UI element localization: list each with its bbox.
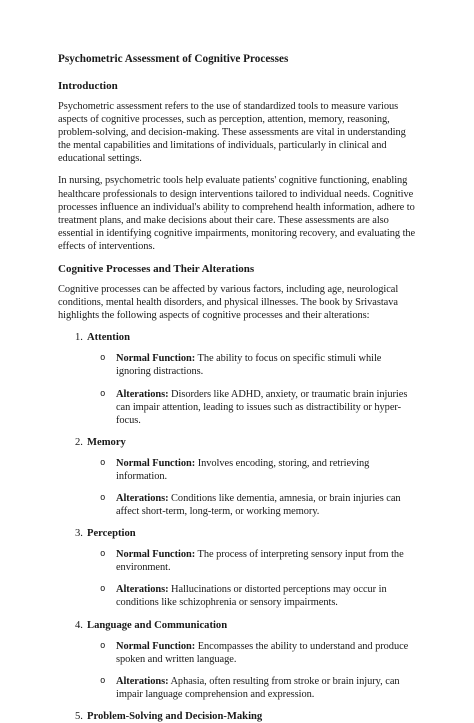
- sub-item-term: Alterations:: [116, 675, 169, 687]
- sub-item-term: Normal Function:: [116, 457, 196, 469]
- process-item-language: [58, 619, 417, 701]
- sub-item-term: Normal Function:: [116, 549, 196, 561]
- process-sublist: [87, 457, 417, 518]
- introduction-paragraph: Psychometric assessment refers to the use of standardized tools to measure various aspects of cognitive processes, such as perception, attention, memory, reasoning, problem-solving, and decision-making. These assessments are vital in understanding the mental capabilities and limitations of individuals, particularly in clinical and educational settings.: [58, 101, 406, 165]
- process-item-perception: [58, 527, 417, 609]
- hollow-bullet-icon: o: [100, 640, 106, 651]
- sub-item-text: Encompasses the ability to understand and produce spoken and written language.: [116, 640, 409, 665]
- hollow-bullet-icon: o: [100, 388, 106, 399]
- sub-list-item: [87, 388, 417, 427]
- sub-list-item: [87, 583, 417, 609]
- sub-list-item: [87, 675, 417, 701]
- sub-item-text: The ability to focus on specific stimuli while ignoring distractions.: [116, 353, 382, 378]
- process-sublist: [87, 352, 417, 426]
- sub-item-text: The process of interpreting sensory input from the environment.: [116, 549, 404, 574]
- hollow-bullet-icon: o: [100, 584, 106, 595]
- hollow-bullet-icon: o: [100, 675, 106, 686]
- process-sublist: [87, 548, 417, 609]
- hollow-bullet-icon: o: [100, 492, 106, 503]
- sub-list-item: [87, 492, 417, 518]
- sub-item-text: Involves encoding, storing, and retrieving information.: [116, 457, 370, 482]
- sub-list-item: [87, 640, 417, 666]
- sub-item-text: Aphasia, often resulting from stroke or brain injury, can impair language comprehension and expression.: [116, 675, 400, 700]
- introduction-paragraph: In nursing, psychometric tools help evaluate patients' cognitive functioning, enabling healthcare professionals to design interventions tailored to individual needs. Cognitive processes influence an individual's ability to comprehend health information, adhere to treatment plans, and make decisions about their care. These assessments are also essential in identifying cognitive impairments, monitoring recovery, and evaluating the effects of interventions.: [58, 175, 416, 252]
- process-label: Memory: [87, 436, 126, 448]
- list-number: 5.: [75, 710, 83, 722]
- sub-list-item: [87, 548, 417, 574]
- cognitive-processes-intro: Cognitive processes can be affected by various factors, including age, neurological conditions, mental health disorders, and physical illnesses. The book by Srivastava highlights the following aspects of cognitive processes and their alterations:: [58, 284, 399, 322]
- sub-item-term: Alterations:: [116, 388, 169, 400]
- document-title: Psychometric Assessment of Cognitive Processes: [58, 53, 289, 65]
- hollow-bullet-icon: o: [100, 549, 106, 560]
- cognitive-processes-list: [58, 331, 417, 723]
- sub-item-term: Alterations:: [116, 492, 169, 504]
- sub-item-term: Normal Function:: [116, 353, 196, 365]
- process-item-attention: [58, 331, 417, 426]
- list-number: 2.: [75, 436, 83, 448]
- list-number: 3.: [75, 528, 83, 540]
- sub-item-text: Disorders like ADHD, anxiety, or traumatic brain injuries can impair attention, leading to issues such as distractibility or hyper-focus.: [116, 388, 408, 426]
- list-number: 1.: [75, 332, 83, 344]
- process-label: Problem-Solving and Decision-Making: [87, 710, 263, 722]
- introduction-heading: Introduction: [58, 80, 118, 92]
- process-item-memory: [58, 436, 417, 518]
- sub-list-item: [87, 457, 417, 483]
- process-label: Perception: [87, 528, 136, 540]
- sub-item-term: Alterations:: [116, 584, 169, 596]
- process-sublist: [87, 640, 417, 701]
- process-label: Language and Communication: [87, 619, 228, 631]
- sub-item-term: Normal Function:: [116, 640, 196, 652]
- sub-list-item: [87, 352, 417, 378]
- sub-item-text: Hallucinations or distorted perceptions may occur in conditions like schizophrenia or sensory impairments.: [116, 584, 387, 609]
- list-number: 4.: [75, 619, 83, 631]
- cognitive-processes-heading: Cognitive Processes and Their Alterations: [58, 263, 255, 276]
- hollow-bullet-icon: o: [100, 457, 106, 468]
- sub-item-text: Conditions like dementia, amnesia, or brain injuries can affect short-term, long-term, or working memory.: [116, 492, 401, 518]
- process-label: Attention: [87, 332, 130, 344]
- hollow-bullet-icon: o: [100, 353, 106, 364]
- process-item-problem-solving: [58, 710, 417, 723]
